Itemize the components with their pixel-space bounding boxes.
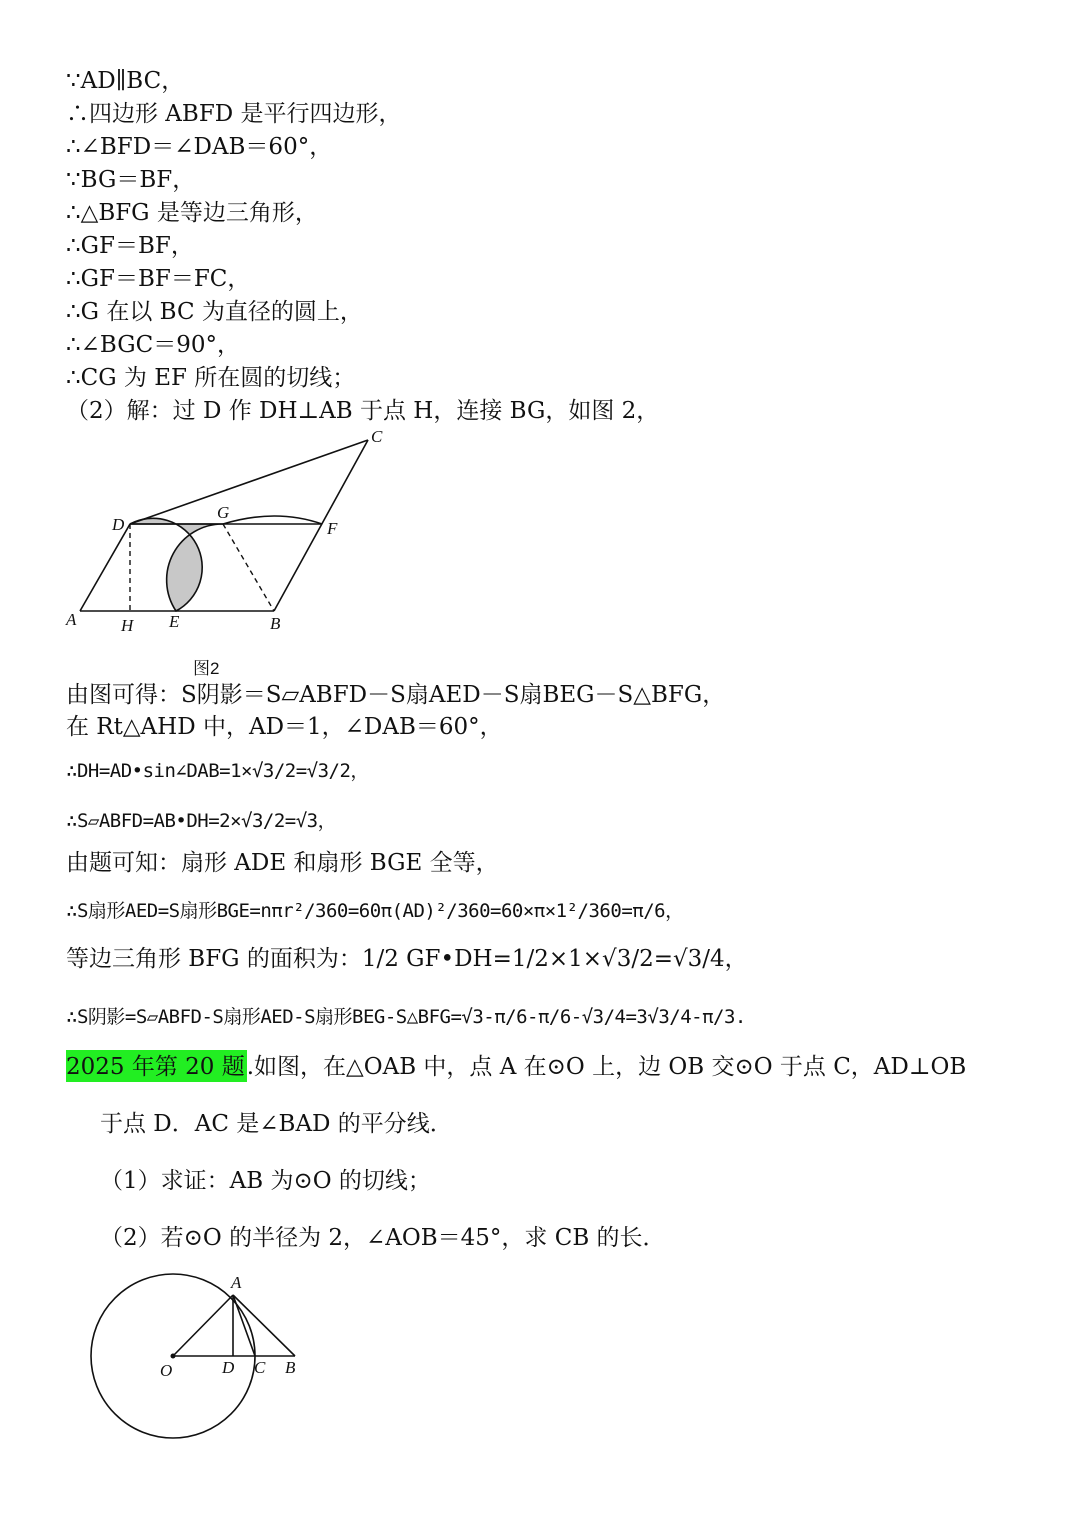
problem-tag: 2025 年第 20 题 xyxy=(66,1050,247,1082)
label-b: B xyxy=(270,614,281,633)
label-e: E xyxy=(169,612,180,631)
solution-line-4: ∵BG＝BF， xyxy=(66,167,196,193)
solution-line-1: ∵AD∥BC， xyxy=(66,68,185,94)
label-c: C xyxy=(254,1358,266,1377)
label-f: F xyxy=(327,519,338,538)
label-c: C xyxy=(371,427,383,446)
figure-2-diagram xyxy=(60,422,400,642)
center-point-o xyxy=(171,1354,176,1359)
segment-ab xyxy=(233,1295,295,1356)
calc-line-1: 由图可得：S阴影＝S▱ABFD－S扇AED－S扇BEG－S△BFG， xyxy=(66,682,726,708)
figure-3-diagram xyxy=(80,1262,320,1462)
problem-part-2: （2）若⊙O 的半径为 2，∠AOB＝45°，求 CB 的长． xyxy=(100,1225,666,1251)
arc-ef xyxy=(223,516,322,524)
label-d: D xyxy=(112,515,125,534)
calc-line-4: ∴S▱ABFD=AB•DH=2×√3/2=√3， xyxy=(66,810,337,832)
segment-ac xyxy=(233,1295,255,1356)
solution-line-8: ∴G 在以 BC 为直径的圆上， xyxy=(66,299,363,325)
label-o: O xyxy=(160,1361,173,1380)
edge-dc xyxy=(130,440,368,524)
solution-line-7: ∴GF＝BF＝FC， xyxy=(66,266,251,292)
edge-bc xyxy=(274,440,368,611)
problem-part-1: （1）求证：AB 为⊙O 的切线； xyxy=(100,1168,431,1194)
calc-line-8: ∴S阴影=S▱ABFD-S扇形AED-S扇形BEG-S△BFG=√3-π/6-π/6-√3/4=3√3/4-π/3. xyxy=(66,1006,746,1028)
figure-2-caption: 图2 xyxy=(193,659,220,678)
calc-line-5: 由题可知：扇形 ADE 和扇形 BGE 全等， xyxy=(66,850,499,876)
calc-line-7: 等边三角形 BFG 的面积为：1/2 GF•DH=1/2×1×√3/2=√3/4， xyxy=(66,946,748,972)
solution-line-10: ∴CG 为 EF 所在圆的切线； xyxy=(66,365,356,391)
label-a: A xyxy=(231,1273,242,1292)
label-b: B xyxy=(285,1358,296,1377)
calc-line-2: 在 Rt△AHD 中，AD＝1，∠DAB＝60°， xyxy=(66,714,503,740)
edge-ad xyxy=(80,524,130,611)
calc-line-3: ∴DH=AD•sin∠DAB=1×√3/2=√3/2， xyxy=(66,760,369,782)
problem-stem xyxy=(66,1050,966,1084)
shaded-region xyxy=(130,518,223,611)
segment-gb-dashed xyxy=(223,524,274,611)
problem-stem-text: .如图，在△OAB 中，点 A 在⊙O 上，边 OB 交⊙O 于点 C，AD⊥OB xyxy=(246,1054,967,1080)
segment-oa xyxy=(173,1295,233,1356)
solution-line-9: ∴∠BGC＝90°， xyxy=(66,332,240,358)
label-a: A xyxy=(66,610,77,629)
solution-line-6: ∴GF＝BF， xyxy=(66,233,194,259)
solution-line-2: ∴四边形 ABFD 是平行四边形， xyxy=(66,101,402,127)
calc-line-6: ∴S扇形AED=S扇形BGE=nπr²/360=60π(AD)²/360=60×π×1²/360=π/6， xyxy=(66,900,684,922)
label-h: H xyxy=(121,616,134,635)
solution-line-11: （2）解：过 D 作 DH⊥AB 于点 H，连接 BG，如图 2， xyxy=(66,398,660,424)
problem-stem-cont: 于点 D．AC 是∠BAD 的平分线． xyxy=(100,1111,453,1137)
label-g: G xyxy=(217,503,230,522)
label-d: D xyxy=(222,1358,235,1377)
solution-line-3: ∴∠BFD＝∠DAB＝60°， xyxy=(66,134,333,160)
solution-line-5: ∴△BFG 是等边三角形， xyxy=(66,200,318,226)
